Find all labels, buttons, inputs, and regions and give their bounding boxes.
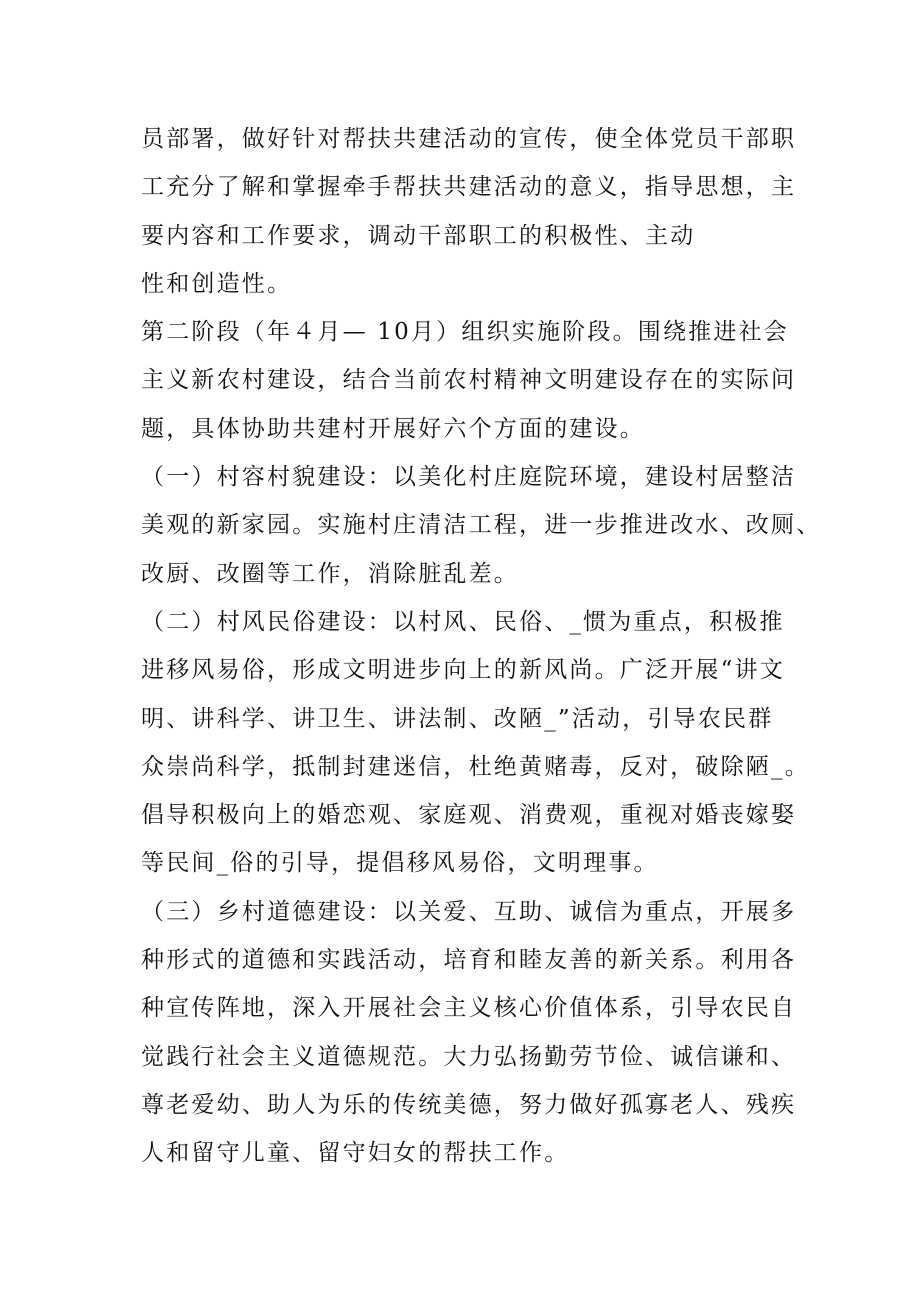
text-line: 进移风易俗，形成文明进步向上的新风尚。广泛开展“讲文	[141, 657, 785, 684]
text-line: 众崇尚科学，抵制封建迷信，杜绝黄赌毒，反对，破除陋_。	[141, 753, 810, 780]
text-line: 改厨、改圈等工作，消除脏乱差。	[141, 560, 519, 587]
text-line: 题，具体协助共建村开展好六个方面的建设。	[141, 415, 645, 442]
text-line: （二）村风民俗建设：以村风、民俗、_惯为重点，积极推	[141, 608, 785, 635]
text-line: （三）乡村道德建设：以关爱、互助、诚信为重点，开展多	[141, 898, 797, 925]
text-line: 尊老爱幼、助人为乐的传统美德，努力做好孤寡老人、残疾	[141, 1091, 797, 1118]
document-body	[141, 115, 822, 1178]
text-line: 种宣传阵地，深入开展社会主义核心价值体系，引导农民自	[141, 995, 797, 1022]
text-line: 要内容和工作要求，调动干部职工的积极性、主动	[141, 222, 696, 249]
text-line: 第二阶段（年４月— 10月）组织实施阶段。围绕推进社会	[141, 319, 789, 346]
text-line: 主义新农村建设，结合当前农村精神文明建设存在的实际问	[141, 367, 797, 394]
text-line: 倡导积极向上的婚恋观、家庭观、消费观，重视对婚丧嫁娶	[141, 802, 797, 829]
text-line: 等民间_俗的引导，提倡移风易俗，文明理事。	[141, 850, 659, 877]
text-line: （一）村容村貌建设：以美化村庄庭院环境，建设村居整洁	[141, 464, 797, 491]
text-line: 性和创造性。	[141, 270, 293, 297]
text-line: 觉践行社会主义道德规范。大力弘扬勤劳节俭、诚信谦和、	[141, 1043, 797, 1070]
text-line: 员部署，做好针对帮扶共建活动的宣传，使全体党员干部职	[141, 126, 797, 152]
text-line: 美观的新家园。实施村庄清洁工程，进一步推进改水、改厕、	[141, 512, 822, 539]
text-line: 工充分了解和掌握牵手帮扶共建活动的意义，指导思想，主	[141, 174, 797, 201]
text-line: 明、讲科学、讲卫生、讲法制、改陋_”活动，引导农民群	[141, 705, 774, 732]
text-line: 人和留守儿童、留守妇女的帮扶工作。	[141, 1140, 570, 1167]
text-line: 种形式的道德和实践活动，培育和睦友善的新关系。利用各	[141, 947, 797, 974]
